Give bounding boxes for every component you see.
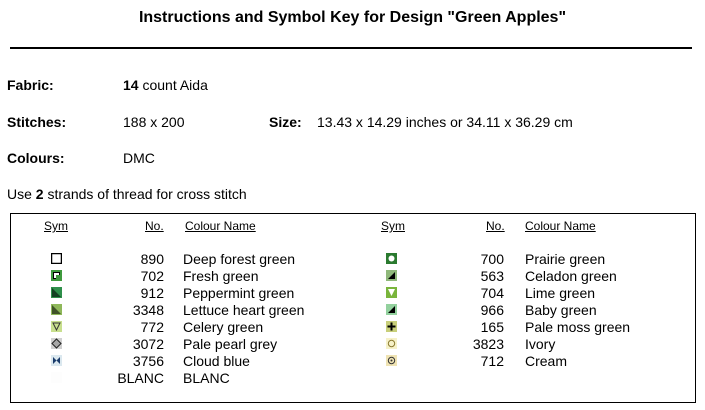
- left-colour-name: Pale pearl grey: [183, 336, 278, 352]
- left-colour-number: 3348: [132, 302, 164, 318]
- right-colour-name: Baby green: [525, 302, 597, 318]
- left-colour-number: 702: [140, 268, 164, 284]
- plus-icon: [386, 321, 397, 332]
- strands-pre: Use: [7, 186, 36, 202]
- left-colour-number: 890: [140, 251, 164, 267]
- right-colour-number: 165: [480, 319, 504, 335]
- fabric-type: count Aida: [138, 77, 208, 93]
- stitches-value: 188 x 200: [123, 114, 185, 130]
- bowtie-icon: [51, 355, 62, 366]
- stitches-label: Stitches:: [7, 114, 67, 130]
- right-colour-name: Pale moss green: [525, 319, 631, 335]
- left-colour-number: BLANC: [117, 370, 164, 386]
- fabric-value: [123, 77, 208, 93]
- left-colour-name: Deep forest green: [183, 251, 296, 267]
- fabric-label: Fabric:: [7, 77, 54, 93]
- size-value: 13.43 x 14.29 inches or 34.11 x 36.29 cm: [317, 114, 573, 130]
- size-label: Size:: [269, 114, 302, 130]
- left-colour-number: 3756: [132, 353, 164, 369]
- left-colour-number: 772: [140, 319, 164, 335]
- header-name-left: Colour Name: [185, 219, 256, 233]
- blank-icon: [51, 372, 62, 383]
- circle-filled-icon: [386, 253, 397, 264]
- right-colour-name: Cream: [525, 353, 568, 369]
- strands-count: 2: [35, 186, 44, 202]
- circle-outline-icon: [386, 338, 397, 349]
- left-colour-name: Fresh green: [183, 268, 259, 284]
- strands-post: strands of thread for cross stitch: [43, 186, 247, 202]
- left-colour-name: Peppermint green: [183, 285, 295, 301]
- diamond-icon: [51, 338, 62, 349]
- right-colour-number: 712: [480, 353, 504, 369]
- right-colour-name: Ivory: [525, 336, 556, 352]
- fabric-count: 14: [123, 77, 139, 93]
- left-colour-name: Celery green: [183, 319, 264, 335]
- triangle-split-icon: [51, 287, 62, 298]
- right-colour-number: 966: [480, 302, 504, 318]
- right-colour-number: 700: [480, 251, 504, 267]
- left-colour-number: 3072: [132, 336, 164, 352]
- right-colour-number: 3823: [472, 336, 504, 352]
- left-colour-number: 912: [140, 285, 164, 301]
- colours-value: DMC: [123, 150, 155, 166]
- right-colour-name: Prairie green: [525, 251, 606, 267]
- page-title: Instructions and Symbol Key for Design "Green Apples": [138, 9, 567, 26]
- right-colour-number: 563: [480, 268, 504, 284]
- right-colour-name: Celadon green: [525, 268, 617, 284]
- triangle-corner-icon: [386, 304, 397, 315]
- right-colour-name: Lime green: [525, 285, 596, 301]
- left-colour-name: BLANC: [183, 370, 230, 386]
- header-no-left: No.: [145, 219, 164, 233]
- colours-label: Colours:: [7, 150, 65, 166]
- header-sym-right: Sym: [381, 219, 405, 233]
- circle-dot-icon: [386, 355, 397, 366]
- header-sym-left: Sym: [44, 219, 68, 233]
- down-triangle-outline-icon: [51, 321, 62, 332]
- triangle-corner-icon: [386, 270, 397, 281]
- header-name-right: Colour Name: [525, 219, 596, 233]
- left-colour-name: Lettuce heart green: [183, 302, 305, 318]
- header-no-right: No.: [486, 219, 505, 233]
- triangle-split-icon: [51, 304, 62, 315]
- left-colour-name: Cloud blue: [183, 353, 250, 369]
- notched-square-icon: [51, 270, 62, 281]
- title-rule: [10, 47, 692, 49]
- strands-instruction: [7, 186, 247, 202]
- square-outline-icon: [51, 253, 62, 264]
- down-triangle-icon: [386, 287, 397, 298]
- right-colour-number: 704: [480, 285, 504, 301]
